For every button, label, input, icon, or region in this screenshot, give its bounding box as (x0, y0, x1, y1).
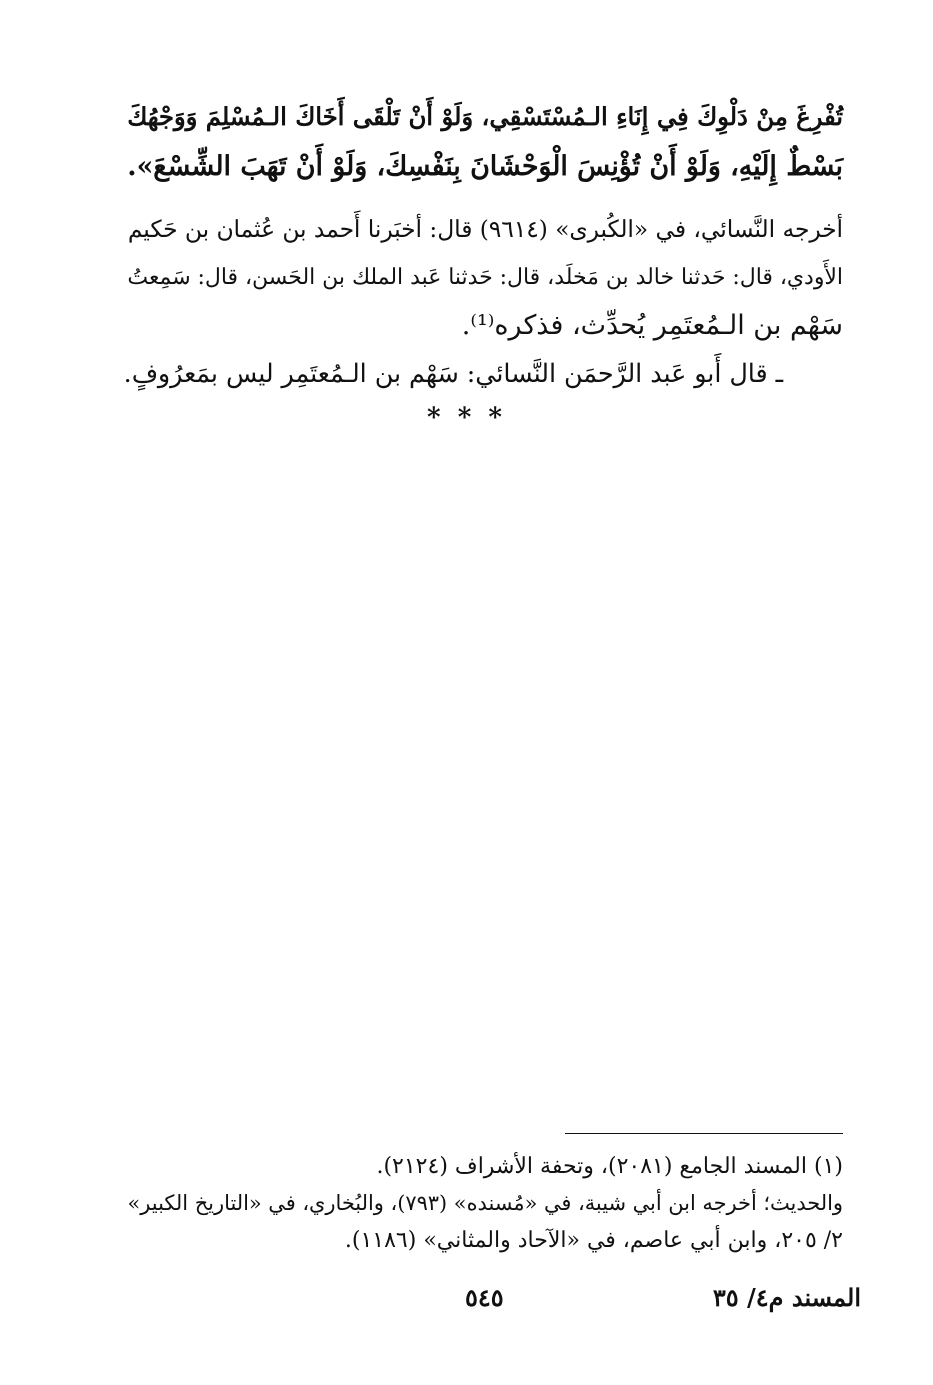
takhrij-line: سَهْم بن الـمُعتَمِر يُحدِّث، فذكره⁽¹⁾. (461, 310, 843, 341)
footnote-line: والحديث؛ أخرجه ابن أبي شيبة، في «مُسنده» (٧٩٣)، والبُخاري، في «التاريخ الكبير» (127, 1191, 843, 1215)
footnote-divider (565, 1133, 843, 1134)
nasai-comment: ـ قال أَبو عَبد الرَّحمَن النَّسائي: سَهْم بن الـمُعتَمِر ليس بمَعرُوفٍ. (123, 359, 783, 388)
page-number: ٥٤٥ (465, 1283, 504, 1312)
takhrij-line: الأَودي، قال: حَدثنا خالد بن مَخلَد، قال: حَدثنا عَبد الملك بن الحَسن، قال: سَمِعتُ (127, 265, 843, 290)
hadith-text (120, 92, 843, 192)
hadith-line: بَسْطٌ إِلَيْهِ، وَلَوْ أَنْ تُؤْنِسَ الْوَحْشَانَ بِنَفْسِكَ، وَلَوْ أَنْ تَهَبَ الشِّسْعَ». (127, 151, 843, 182)
footnote-line: (١) المسند الجامع (٢٠٨١)، وتحفة الأشراف (٢١٢٤). (376, 1154, 843, 1179)
footnotes (120, 1148, 843, 1259)
takhrij-text (120, 206, 843, 398)
takhrij-line: أخرجه النَّسائي، في «الكُبرى» (٩٦١٤) قال: أخبَرنا أَحمد بن عُثمان بن حَكيم (127, 216, 843, 243)
volume-signature: المسند م٤/ ٣٥ (712, 1283, 861, 1312)
section-separator: * * * (427, 403, 506, 433)
hadith-line: تُفْرِغَ مِنْ دَلْوِكَ فِي إِنَاءِ الـمُسْتَسْقِي، وَلَوْ أَنْ تَلْقَى أَخَاكَ الـمُسْلِمَ وَوَجْهُكَ (127, 102, 843, 131)
page-footer (0, 1283, 933, 1323)
footnote-line: ٢/ ٢٠٥، وابن أبي عاصم، في «الآحاد والمثاني» (١١٨٦). (344, 1228, 843, 1253)
